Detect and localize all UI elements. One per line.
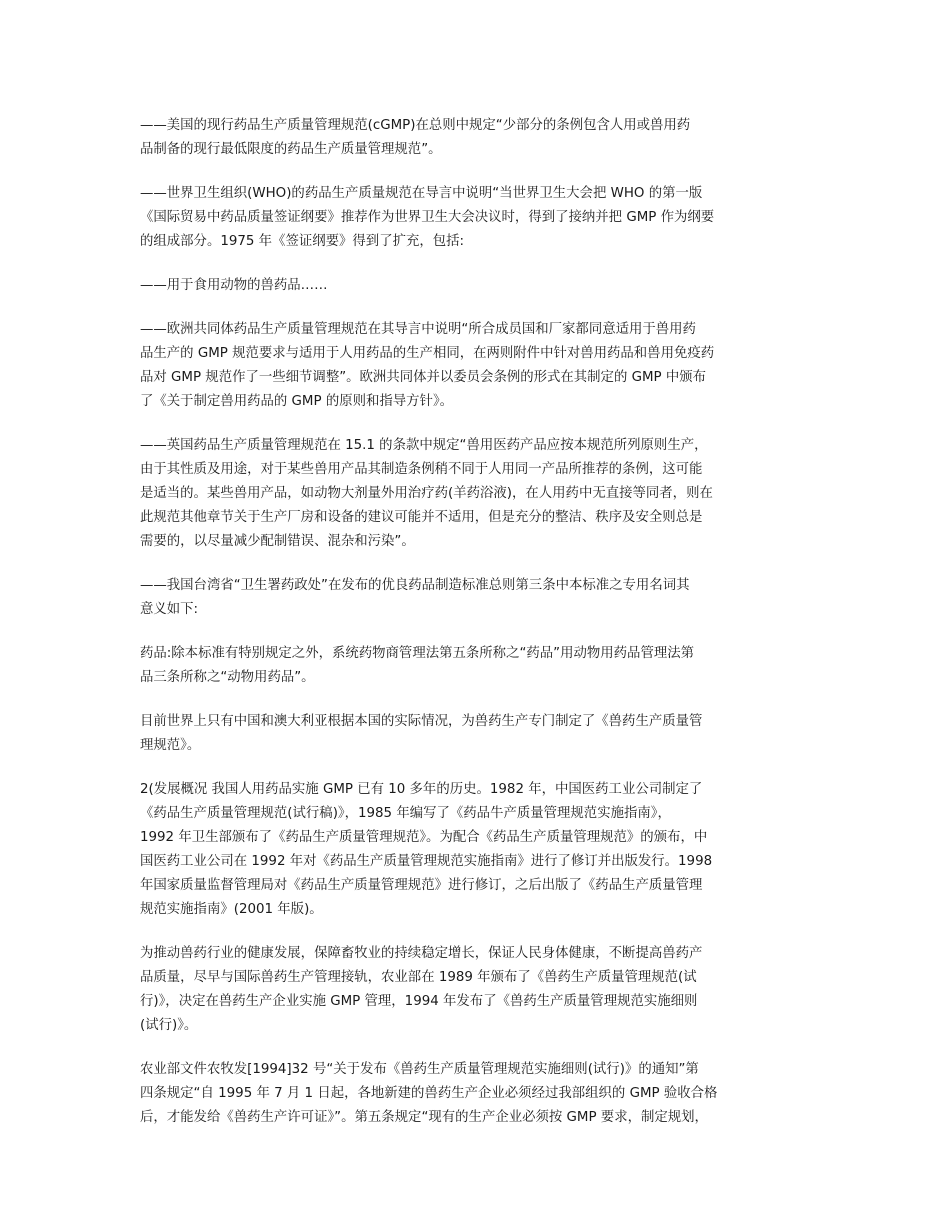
text-line: 国医药工业公司在 1992 年对《药品生产质量管理规范实施指南》进行了修订并出版发行。1998 xyxy=(140,854,713,869)
text-line: 目前世界上只有中国和澳大利亚根据本国的实际情况，为兽药生产专门制定了《兽药生产质量管 xyxy=(140,714,703,729)
text-line: 品制备的现行最低限度的药品生产质量管理规范”。 xyxy=(140,142,442,157)
paragraph xyxy=(140,942,822,1038)
text-line: 的组成部分。1975 年《签证纲要》得到了扩充，包括: xyxy=(140,234,465,249)
text-line: 品质量，尽早与国际兽药生产管理接轨，农业部在 1989 年颁布了《兽药生产质量管理规范(试 xyxy=(140,970,697,985)
text-line: 需要的，以尽量减少配制错误、混杂和污染”。 xyxy=(140,534,415,549)
text-line: ——用于食用动物的兽药品…… xyxy=(140,278,328,293)
text-line: 理规范》。 xyxy=(140,738,201,753)
paragraph xyxy=(140,182,822,254)
text-line: 由于其性质及用途，对于某些兽用产品其制造条例稍不同于人用同一产品所推荐的条例，这可能 xyxy=(140,462,703,477)
text-line: 《国际贸易中药品质量签证纲要》推荐作为世界卫生大会决议时，得到了接纳并把 GMP 作为纲要 xyxy=(140,210,715,225)
text-line: 品三条所称之“动物用药品”。 xyxy=(140,670,315,685)
text-line: 规范实施指南》(2001 年版)。 xyxy=(140,902,323,917)
paragraph xyxy=(140,114,822,162)
text-line: 农业部文件农牧发[1994]32 号“关于发布《兽药生产质量管理规范实施细则(试行)》的通知”第 xyxy=(140,1062,699,1077)
text-line: 是适当的。某些兽用产品，如动物大剂量外用治疗药(羊药浴液)，在人用药中无直接等同者，则在 xyxy=(140,486,713,501)
text-line: ——世界卫生组织(WHO)的药品生产质量规范在导言中说明“当世界卫生大会把 WHO 的第一版 xyxy=(140,186,703,201)
paragraph xyxy=(140,574,822,622)
text-line: 行)》，决定在兽药生产企业实施 GMP 管理，1994 年发布了《兽药生产质量管理规范实施细则 xyxy=(140,994,698,1009)
paragraph xyxy=(140,274,822,298)
paragraph xyxy=(140,710,822,758)
text-line: 《药品生产质量管理规范(试行稿)》，1985 年编写了《药品牛产质量管理规范实施指南》， xyxy=(140,806,671,821)
text-line: 2(发展概况 我国人用药品实施 GMP 已有 10 多年的历史。1982 年，中国医药工业公司制定了 xyxy=(140,782,703,797)
paragraph xyxy=(140,318,822,414)
text-line: 后，才能发给《兽药生产许可证》”。第五条规定“现有的生产企业必须按 GMP 要求，制定规划， xyxy=(140,1110,708,1125)
paragraph xyxy=(140,1058,822,1130)
text-line: 此规范其他章节关于生产厂房和设备的建议可能并不适用，但是充分的整洁、秩序及安全则总是 xyxy=(140,510,703,525)
text-line: ——美国的现行药品生产质量管理规范(cGMP)在总则中规定“少部分的条例包含人用或兽用药 xyxy=(140,118,691,133)
text-line: ——英国药品生产质量管理规范在 15.1 的条款中规定“兽用医药产品应按本规范所列原则生产， xyxy=(140,438,708,453)
text-line: ——我国台湾省“卫生署药政处”在发布的优良药品制造标准总则第三条中本标准之专用名词其 xyxy=(140,578,690,593)
text-line: 品生产的 GMP 规范要求与适用于人用药品的生产相同，在两则附件中针对兽用药品和兽用免疫药 xyxy=(140,346,715,361)
text-line: ——欧洲共同体药品生产质量管理规范在其导言中说明“所合成员国和厂家都同意适用于兽用药 xyxy=(140,322,696,337)
paragraph xyxy=(140,642,822,690)
text-line: (试行)》。 xyxy=(140,1018,198,1033)
text-line: 药品:除本标准有特别规定之外，系统药物商管理法第五条所称之“药品”用动物用药品管理法第 xyxy=(140,646,695,661)
text-line: 意义如下: xyxy=(140,602,199,617)
text-line: 为推动兽药行业的健康发展，保障畜牧业的持续稳定增长，保证人民身体健康，不断提高兽药产 xyxy=(140,946,703,961)
text-line: 了《关于制定兽用药品的 GMP 的原则和指导方针》。 xyxy=(140,394,454,409)
document-page xyxy=(140,114,822,1150)
text-line: 年国家质量监督管理局对《药品生产质量管理规范》进行修订，之后出版了《药品生产质量管理 xyxy=(140,878,703,893)
text-line: 品对 GMP 规范作了一些细节调整”。欧洲共同体并以委员会条例的形式在其制定的 GMP 中颁布 xyxy=(140,370,707,385)
text-line: 1992 年卫生部颁布了《药品生产质量管理规范》。为配合《药品生产质量管理规范》的颁布，中 xyxy=(140,830,708,845)
text-line: 四条规定“自 1995 年 7 月 1 日起，各地新建的兽药生产企业必须经过我部组织的 GMP 验收合格 xyxy=(140,1086,718,1101)
paragraph xyxy=(140,434,822,554)
paragraph xyxy=(140,778,822,922)
